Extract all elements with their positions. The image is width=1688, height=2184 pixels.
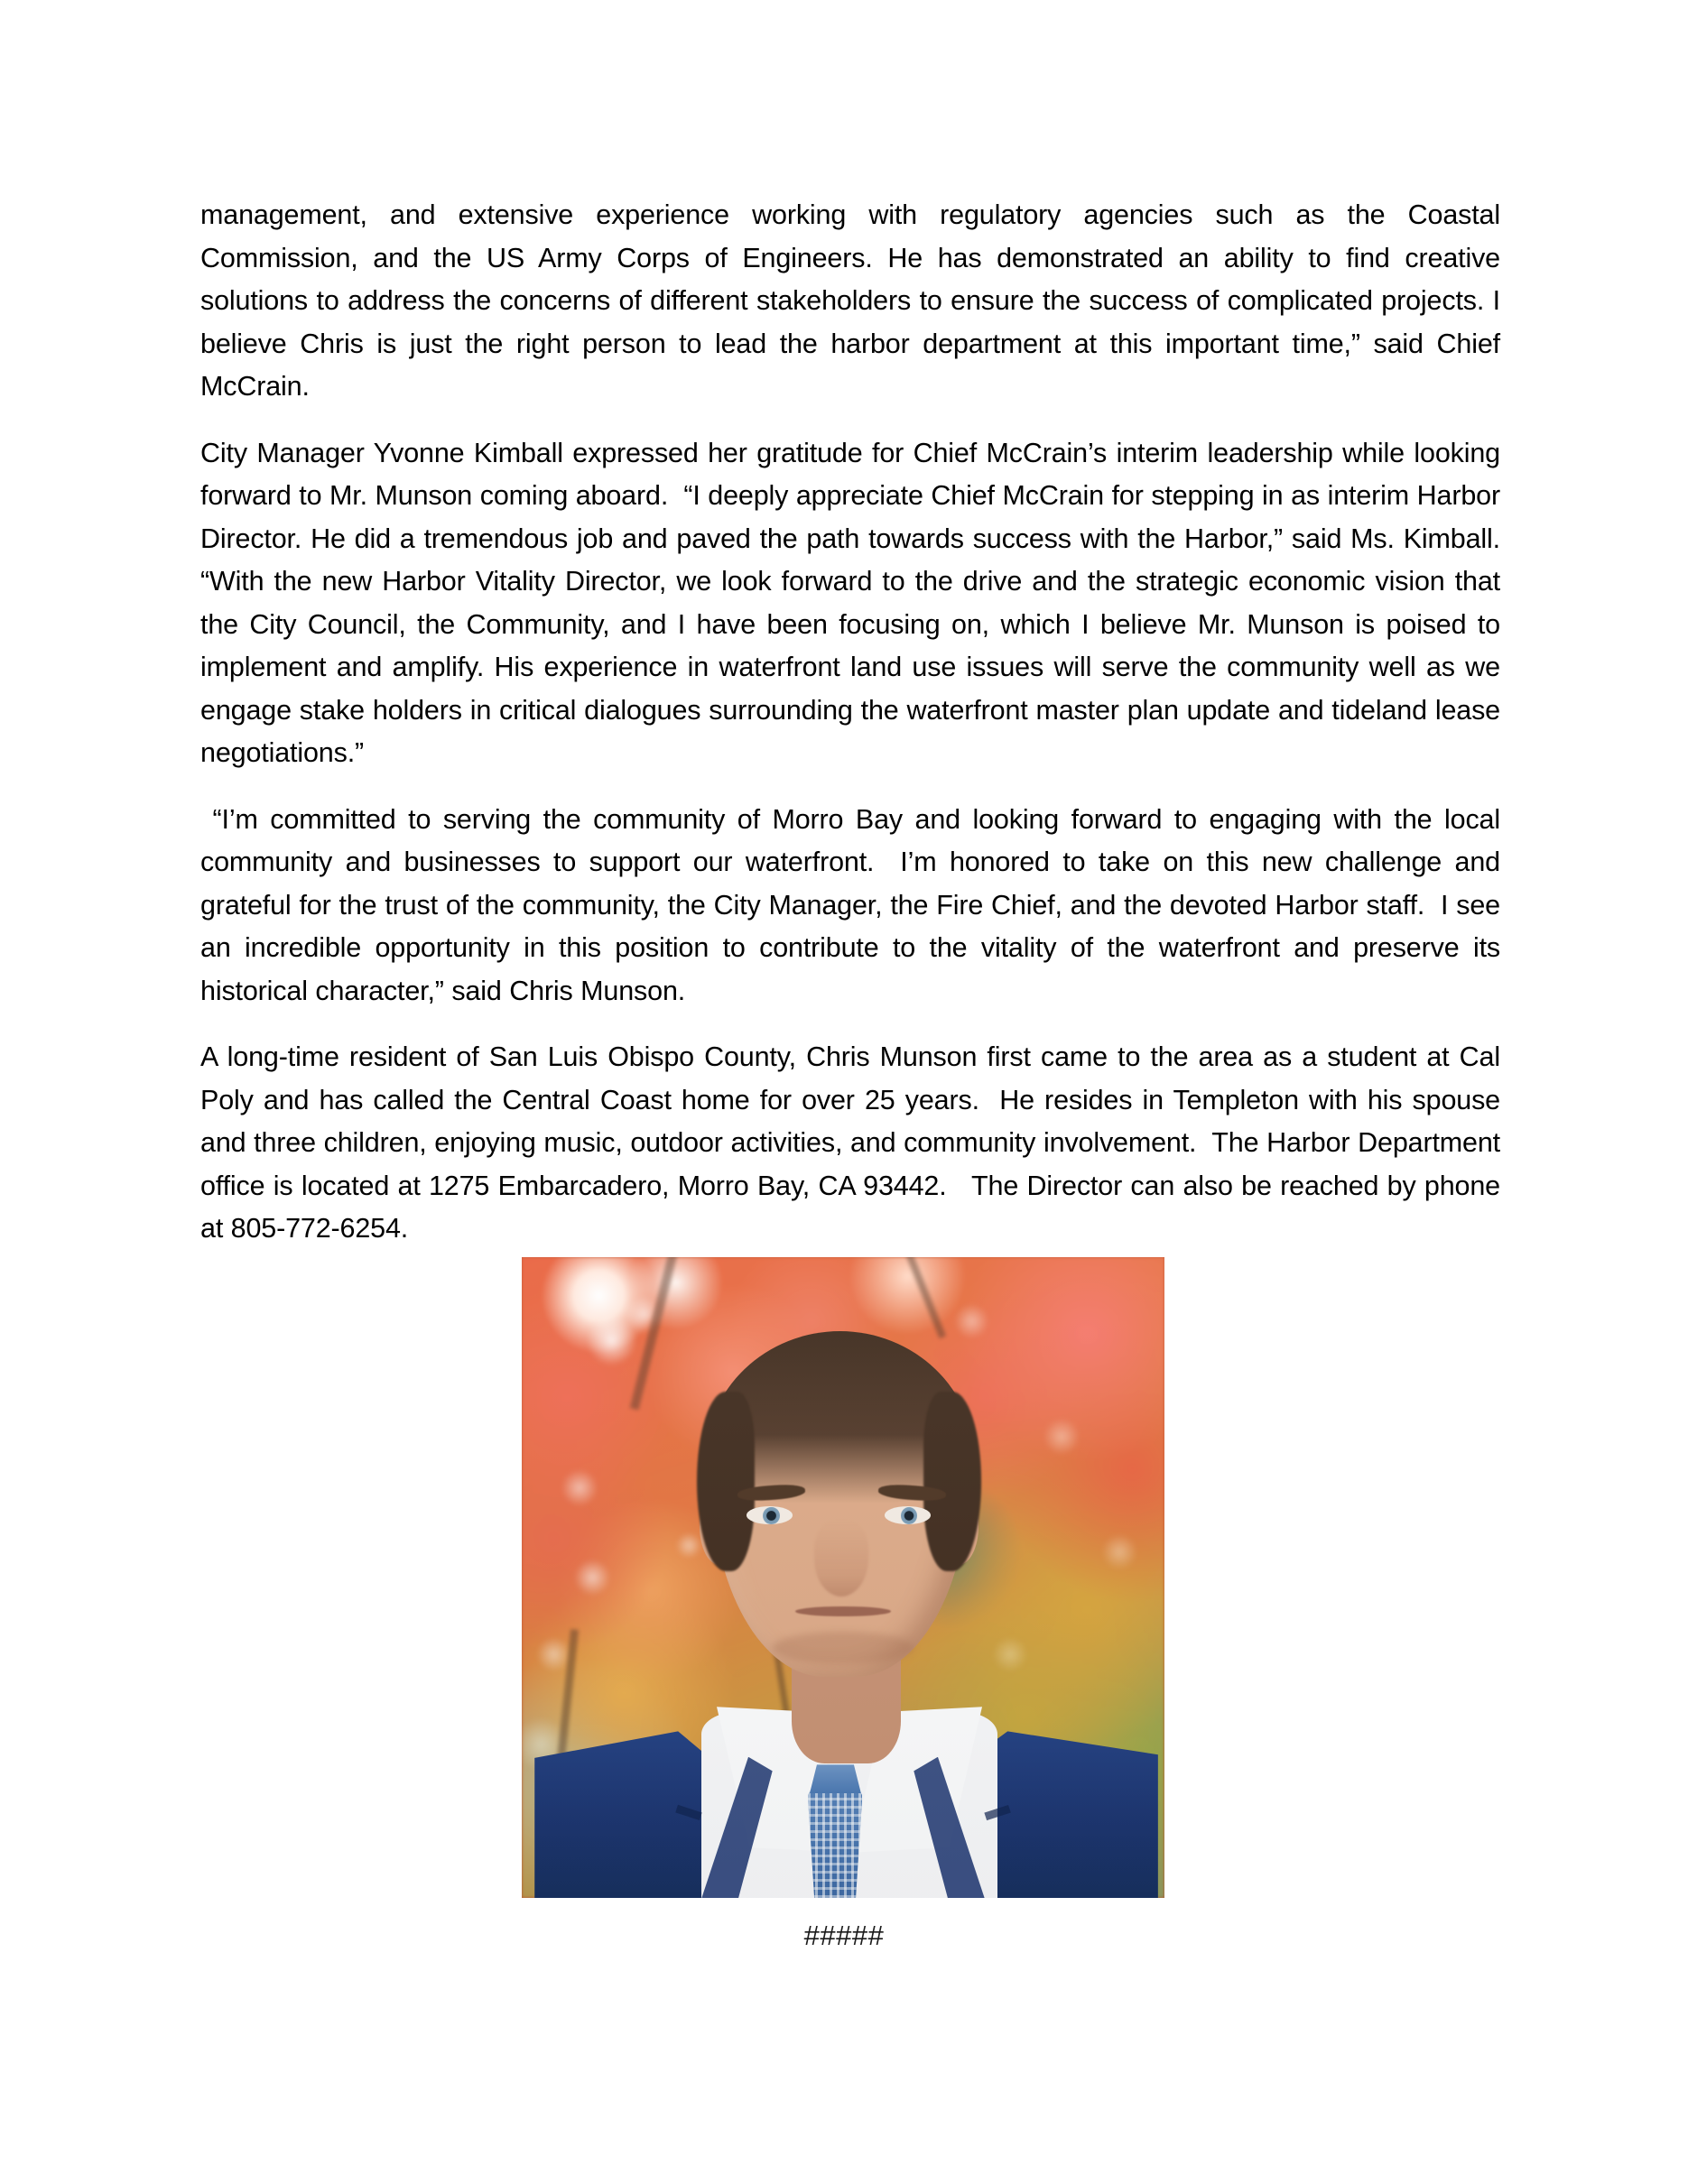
paragraph-2: City Manager Yvonne Kimball expressed her gratitude for Chief McCrain’s interim leadership while looking forward to Mr. Munson coming aboard. “I deeply appreciate Chief McCrain for stepping in as interim Harbor Director. He did a tremendous job and paved the path towards success with the Harbor,” said Ms. Kimball. “With the new Harbor Vitality Director, we look forward to the drive and the strategic economic vision that the City Council, the Community, and I have been focusing on, which I believe Mr. Munson is poised to implement and amplify. His experience in waterfront land use issues will serve the community well as we engage stake holders in critical dialogues surrounding the waterfront master plan update and tideland lease negotiations.” bbox=[200, 437, 1508, 768]
paragraph-1: management, and extensive experience working with regulatory agencies such as the Coastal Commission, and the US Army Corps of Engineers. He has demonstrated an ability to find creative solutions to address the concerns of different stakeholders to ensure the success of complicated projects. I believe Chris is just the right person to lead the harbor department at this important time,” said Chief McCrain. bbox=[200, 199, 1508, 402]
person-figure bbox=[522, 1257, 1164, 1898]
iris-left bbox=[763, 1507, 779, 1524]
iris-right bbox=[901, 1507, 917, 1524]
chin-shadow bbox=[773, 1632, 914, 1664]
portrait-photograph bbox=[522, 1257, 1164, 1898]
eye-right bbox=[885, 1506, 931, 1524]
hair-side-right bbox=[923, 1392, 981, 1571]
article-body bbox=[200, 194, 1508, 1251]
hair-side-left bbox=[697, 1392, 755, 1571]
necktie-knot bbox=[810, 1764, 861, 1793]
paragraph-4: A long-time resident of San Luis Obispo County, Chris Munson first came to the area as a student at Cal Poly and has called the Central Coast home for over 25 years. He resides in Templeton with his spouse and three children, enjoying music, outdoor activities, and community involvement. The Harbor Department office is located at 1275 Embarcadero, Morro Bay, CA 93442. The Director can also be reached by phone at 805-772-6254. bbox=[200, 1041, 1508, 1244]
end-of-release-marker: ##### bbox=[803, 1920, 885, 1951]
necktie bbox=[808, 1776, 863, 1898]
portrait-photo-container bbox=[522, 1257, 1164, 1898]
paragraph-3: “I’m committed to serving the community of Morro Bay and looking forward to engaging with the local community and businesses to support our waterfront. I’m honored to take on this new challenge and grateful for the trust of the community, the City Manager, the Fire Chief, and the devoted Harbor staff. I see an incredible opportunity in this position to contribute to the vitality of the waterfront and preserve its historical character,” said Chris Munson. bbox=[200, 803, 1508, 1006]
